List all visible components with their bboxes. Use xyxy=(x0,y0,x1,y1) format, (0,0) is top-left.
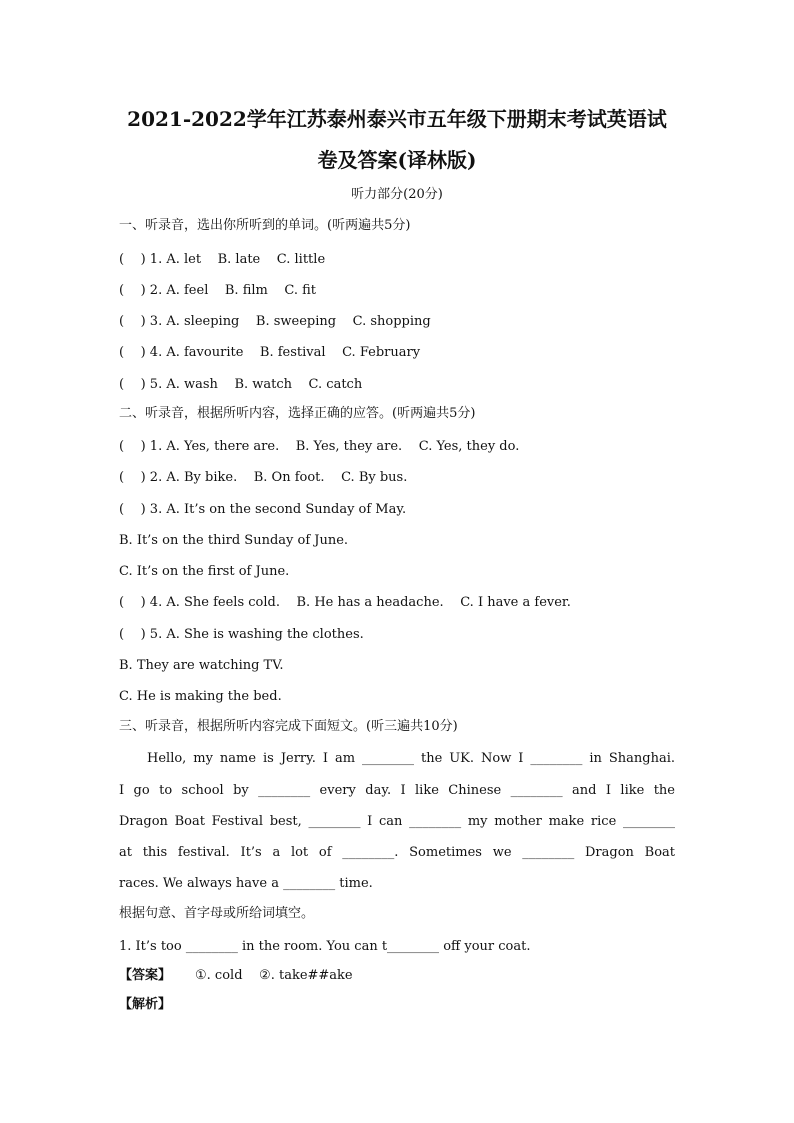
section-2-option: B. It’s on the third Sunday of June. xyxy=(119,533,349,548)
section-2-option: C. He is making the bed. xyxy=(119,689,282,704)
section-1-heading: 一、听录音，选出你所听到的单词。(听两遍共5分) xyxy=(119,218,411,233)
answer-label: 【答案】 xyxy=(119,968,172,983)
passage-line: races. We always have a ________ time. xyxy=(119,876,373,891)
section-2-option: B. They are watching TV. xyxy=(119,658,284,673)
section-1-question: ( ) 3. A. sleeping B. sweeping C. shopping xyxy=(119,314,431,329)
document-title-line-2: 卷及答案(译林版) xyxy=(317,148,477,172)
document-title-line-1: 2021-2022学年江苏泰州泰兴市五年级下册期末考试英语试 xyxy=(127,107,667,131)
answer-text: ①. cold ②. take##ake xyxy=(195,968,353,983)
passage-line: at this festival. It’s a lot of ________. Sometimes we ________ Dragon Boat xyxy=(119,845,675,860)
section-2-question: ( ) 5. A. She is washing the clothes. xyxy=(119,627,364,642)
listening-part-subtitle: 听力部分(20分) xyxy=(351,187,443,202)
passage-line: Dragon Boat Festival best, ________ I can ________ my mother make rice ________ xyxy=(119,814,675,829)
section-2-question: ( ) 2. A. By bike. B. On foot. C. By bus. xyxy=(119,470,408,485)
fill-in-question: 1. It’s too ________ in the room. You can t________ off your coat. xyxy=(119,939,531,954)
section-2-question: ( ) 1. A. Yes, there are. B. Yes, they are. C. Yes, they do. xyxy=(119,439,520,454)
passage-line: I go to school by ________ every day. I like Chinese ________ and I like the xyxy=(119,783,675,798)
section-2-question: ( ) 3. A. It’s on the second Sunday of May. xyxy=(119,502,407,517)
analysis-label: 【解析】 xyxy=(119,997,172,1012)
section-3-heading: 三、听录音，根据所听内容完成下面短文。(听三遍共10分) xyxy=(119,719,458,734)
section-1-question: ( ) 2. A. feel B. film C. fit xyxy=(119,283,317,298)
answer-row xyxy=(119,967,353,985)
section-1-question: ( ) 5. A. wash B. watch C. catch xyxy=(119,377,363,392)
section-2-heading: 二、听录音，根据所听内容，选择正确的应答。(听两遍共5分) xyxy=(119,406,476,421)
section-2-question: ( ) 4. A. She feels cold. B. He has a headache. C. I have a fever. xyxy=(119,595,571,610)
section-2-option: C. It’s on the first of June. xyxy=(119,564,290,579)
section-1-question: ( ) 1. A. let B. late C. little xyxy=(119,252,326,267)
passage-line: Hello, my name is Jerry. I am ________ the UK. Now I ________ in Shanghai. xyxy=(147,751,675,766)
section-4-heading: 根据句意、首字母或所给词填空。 xyxy=(119,906,315,921)
section-1-question: ( ) 4. A. favourite B. festival C. February xyxy=(119,345,421,360)
